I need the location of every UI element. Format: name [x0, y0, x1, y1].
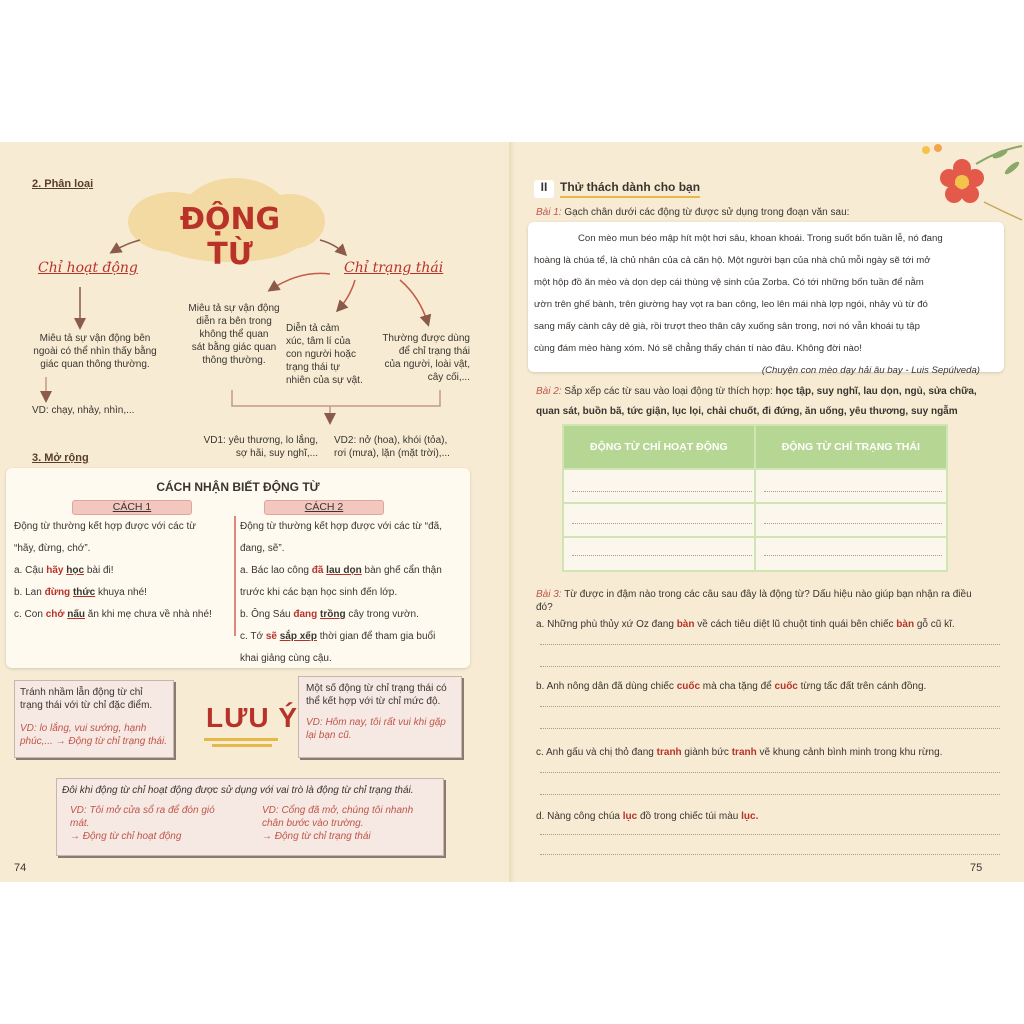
note-heading: LƯU Ý — [206, 702, 299, 733]
answer-line-b1[interactable] — [540, 706, 1000, 707]
question-a: a. Những phù thủy xứ Oz đang bàn về cách tiêu diệt lũ chuột tinh quái bên chiếc bàn gỗ cũ kĩ. — [536, 619, 955, 630]
sort-table — [562, 424, 948, 572]
answer-line — [764, 491, 942, 492]
answer-cell[interactable] — [755, 469, 947, 503]
exercise2-instruction: Bài 2: Sắp xếp các từ sau vào loại động từ thích hợp: học tập, suy nghĩ, lau dọn, ngủ, sửa chữa, quan sát, buồn bã, tức giận, lục lọi, chải chuốt, đi đứng, ăn uống, yêu thương, suy ngẫm — [536, 386, 977, 417]
answer-line — [764, 555, 942, 556]
answer-line — [572, 523, 752, 524]
way1-content: Động từ thường kết hợp được với các từ “hãy, đừng, chớ”. a. Cậu hãy học bài đi! b. Lan đừng thức khuya nhé! c. Con chớ nấu ăn khi mẹ chưa về nhà nhé! — [14, 521, 212, 620]
answer-cell[interactable] — [563, 503, 755, 537]
branch-activity: Chỉ hoạt động — [38, 260, 138, 276]
question-b: b. Anh nông dân đã dùng chiếc cuốc mà cha tặng để cuốc từng tấc đất trên cánh đồng. — [536, 681, 927, 692]
left-page — [0, 142, 512, 882]
answer-line-d2[interactable] — [540, 854, 1000, 855]
book-spread — [0, 142, 1024, 882]
note-degree-example: VD: Hôm nay, tôi rất vui khi gặp lại bạn cũ. — [306, 717, 446, 741]
exercise3-instruction: Bài 3: Từ được in đậm nào trong các câu sau đây là động từ? Dấu hiệu nào giúp bạn nhận ra điều đó? — [536, 589, 972, 613]
way2-content: Động từ thường kết hợp được với các từ “đã, đang, sẽ”. a. Bác lao công đã lau dọn bàn ghế cẩn thận trước khi các bạn học sinh đến lớp. b. Ông Sáu đang trồng cây trong vườn. c. Tớ sẽ sắp xếp thời gian để tham gia buổi khai giảng cùng cậu. — [240, 521, 442, 664]
section-number: II — [534, 180, 554, 198]
question-c: c. Anh gấu và chị thỏ đang tranh giành bức tranh vẽ khung cảnh bình minh trong khu rừng. — [536, 747, 943, 758]
note-heading-underline — [204, 738, 278, 741]
example-activity: VD: chạy, nhảy, nhìn,... — [32, 405, 135, 416]
note-role-text: Đôi khi động từ chỉ hoạt động được sử dụng với vai trò là động từ chỉ trạng thái. — [62, 785, 414, 796]
answer-line-a1[interactable] — [540, 644, 1000, 645]
note-distinguish-text: Tránh nhầm lẫn động từ chỉ trạng thái với từ chỉ đặc điểm. — [20, 687, 153, 711]
def-activity: Miêu tả sự vận động bên ngoài có thể nhìn thấy bằng giác quan thông thường. — [33, 333, 157, 370]
recognition-title: CÁCH NHẬN BIẾT ĐỘNG TỪ — [156, 480, 320, 494]
example-vd1: VD1: yêu thương, lo lắng, sợ hãi, suy nghĩ,... — [203, 435, 318, 459]
answer-cell[interactable] — [755, 537, 947, 571]
page-title: ĐỘNG TỪ — [179, 202, 281, 272]
note-degree-text: Một số động từ chỉ trạng thái có thể kết hợp với từ chỉ mức độ. — [306, 683, 447, 707]
section-title: Thử thách dành cho bạn — [560, 180, 700, 198]
answer-cell[interactable] — [755, 503, 947, 537]
section-classification: 2. Phân loại — [32, 178, 94, 190]
answer-line — [572, 491, 752, 492]
note-role-example2: VD: Cổng đã mở, chúng tôi nhanh chân bước vào trường. → Động từ chỉ trạng thái — [262, 805, 414, 842]
answer-line-b2[interactable] — [540, 728, 1000, 729]
answer-line — [764, 523, 942, 524]
exercise1-instruction: Bài 1: Gạch chân dưới các động từ được sử dụng trong đoạn văn sau: — [536, 207, 850, 218]
card-divider — [234, 516, 236, 636]
def-nature: Thường được dùng để chỉ trạng thái của người, loài vật, cây cối,... — [382, 333, 470, 383]
answer-line-a2[interactable] — [540, 666, 1000, 667]
section-extension: 3. Mở rộng — [32, 452, 89, 464]
note-heading-underline-2 — [212, 744, 272, 747]
col-state: ĐỘNG TỪ CHỈ TRẠNG THÁI — [755, 425, 947, 469]
example-vd2: VD2: nở (hoa), khói (tỏa), rơi (mưa), lặn (mặt trời),... — [334, 435, 450, 459]
right-page — [512, 142, 1024, 882]
tab-way1: CÁCH 1 — [72, 500, 192, 515]
answer-cell[interactable] — [563, 469, 755, 503]
question-d: d. Nàng công chúa lục đồ trong chiếc túi màu lục. — [536, 811, 759, 822]
def-internal: Miêu tả sự vận động diễn ra bên trong không thể quan sát bằng giác quan thông thường. — [188, 303, 280, 366]
note-role-example1: VD: Tôi mở cửa sổ ra để đón gió mát. → Động từ chỉ hoạt động — [70, 805, 215, 842]
branch-state: Chỉ trạng thái — [344, 260, 444, 276]
answer-line-c2[interactable] — [540, 794, 1000, 795]
answer-cell[interactable] — [563, 537, 755, 571]
tab-way2: CÁCH 2 — [264, 500, 384, 515]
page-number-right: 75 — [970, 862, 983, 874]
answer-line — [572, 555, 752, 556]
answer-line-c1[interactable] — [540, 772, 1000, 773]
passage-text: Con mèo mun béo mập hít một hơi sâu, khoan khoái. Trong suốt bốn tuần lễ, nó đang hoàng là chúa tể, là chủ nhân của cả căn hộ. Một người bạn của nhà chủ mỗi ngày sẽ tới mở một hộp đồ ăn mèo và dọn dẹp cái thùng vệ sinh của Zorba. Có tới những bốn tuần để nằm ườn trên ghế bành, trên giường hay vọt ra ban công, leo lên mái nhà lợp ngói, nhảy vù từ đó sang mấy cành cây dẻ già, rồi trượt theo thân cây xuống sân trong, nơi nó vẫn khoái tụ tập cùng đám mèo hàng xóm. Nó sẽ chẳng thấy chán tí nào đâu. Không đời nào! (Chuyện con mèo dạy hải âu bay - Luis Sepúlveda) — [534, 233, 980, 376]
page-number-left: 74 — [14, 862, 27, 874]
answer-line-d1[interactable] — [540, 834, 1000, 835]
col-activity: ĐỘNG TỪ CHỈ HOẠT ĐỘNG — [563, 425, 755, 469]
def-emotion: Diễn tả cảm xúc, tâm lí của con người hoặc trạng thái tự nhiên của sự vật. — [286, 323, 363, 386]
note-distinguish-example: VD: lo lắng, vui sướng, hạnh phúc,... → Động từ chỉ trạng thái. — [20, 723, 167, 747]
